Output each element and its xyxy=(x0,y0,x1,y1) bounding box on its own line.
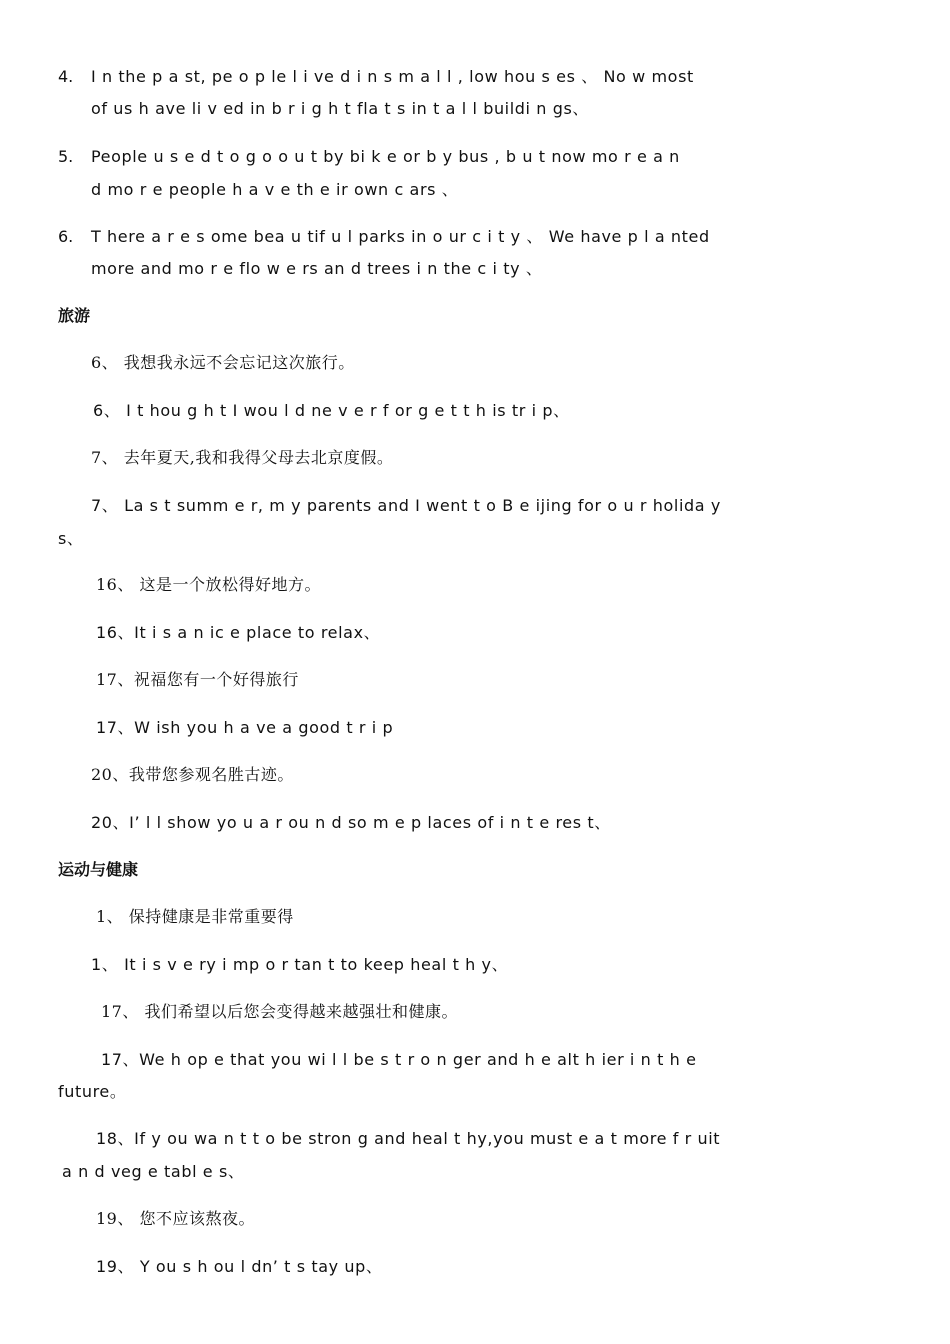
item-4-line-1: I n the p a st, pe o p le l i ve d i n s m a l l , low hou s es 、 No w most xyxy=(91,67,694,86)
travel-line-4: 7、 La s t summ e r, m y parents and I went t o B e ijing for o u r holida y xyxy=(91,496,721,515)
travel-line-2: 6、 I t hou g h t I wou l d ne v e r f or g e t t h is tr i p、 xyxy=(93,401,570,420)
travel-line-11: 20、I’ l l show yo u a r ou n d so m e p laces of i n t e res t、 xyxy=(91,813,611,832)
item-6-line-1: T here a r e s ome bea u tif u l parks in o ur c i t y 、 We have p l a nted xyxy=(91,227,710,246)
item-6-line-2: more and mo r e flo w e rs an d trees i n the c i ty 、 xyxy=(91,259,543,278)
health-line-8: 19、 您不应该熬夜。 xyxy=(96,1209,255,1228)
travel-line-5: s、 xyxy=(58,529,84,548)
item-number-4: 4. xyxy=(58,67,74,86)
travel-line-6: 16、 这是一个放松得好地方。 xyxy=(96,575,321,594)
travel-line-7: 16、It i s a n ic e place to relax、 xyxy=(96,623,381,642)
travel-line-10: 20、我带您参观名胜古迹。 xyxy=(91,765,294,784)
item-number-5: 5. xyxy=(58,147,74,166)
health-line-5: future。 xyxy=(58,1082,127,1101)
travel-line-8: 17、祝福您有一个好得旅行 xyxy=(96,670,299,689)
health-line-3: 17、 我们希望以后您会变得越来越强壮和健康。 xyxy=(101,1002,458,1021)
health-line-4: 17、We h op e that you wi l l be s t r o n ger and h e alt h ier i n t h e xyxy=(101,1050,697,1069)
item-number-6: 6. xyxy=(58,227,74,246)
health-line-6: 18、If y ou wa n t t o be stron g and heal t hy,you must e a t more f r uit xyxy=(96,1129,721,1148)
travel-line-1: 6、 我想我永远不会忘记这次旅行。 xyxy=(91,353,355,372)
health-line-9: 19、 Y ou s h ou l dn’ t s tay up、 xyxy=(96,1257,383,1276)
health-line-1: 1、 保持健康是非常重要得 xyxy=(96,907,294,926)
item-5-line-2: d mo r e people h a v e th e ir own c ars 、 xyxy=(91,180,459,199)
item-4-line-2: of us h ave li v ed in b r i g h t fla t s in t a l l buildi n gs、 xyxy=(91,99,589,118)
health-line-2: 1、 It i s v e ry i mp o r tan t to keep heal t h y、 xyxy=(91,955,509,974)
item-5-line-1: People u s e d t o g o o u t by bi k e or b y bus , b u t now mo r e a n xyxy=(91,147,680,166)
travel-line-9: 17、W ish you h a ve a good t r i p xyxy=(96,718,394,737)
section-heading-travel: 旅游 xyxy=(58,306,91,325)
health-line-7: a n d veg e tabl e s、 xyxy=(62,1162,245,1181)
travel-line-3: 7、 去年夏天,我和我得父母去北京度假。 xyxy=(91,448,394,467)
section-heading-sports-health: 运动与健康 xyxy=(58,860,139,879)
